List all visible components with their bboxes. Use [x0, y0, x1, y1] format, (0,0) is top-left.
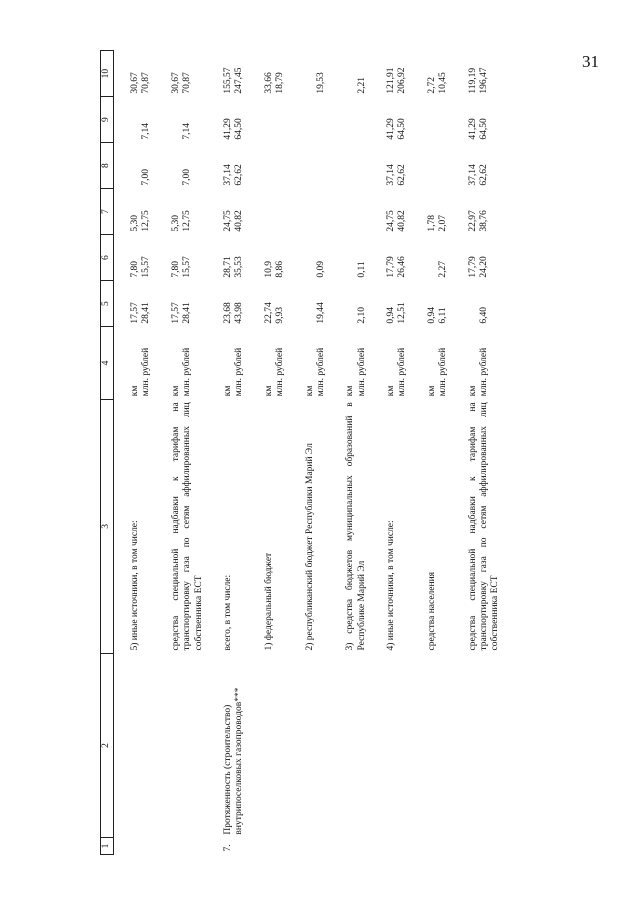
row-number-cell	[155, 838, 207, 855]
value-v7-rub	[357, 192, 368, 232]
value-v7-rub	[316, 192, 327, 232]
row-number-cell	[370, 838, 411, 855]
value-v8-km	[427, 146, 438, 186]
value-v9-km: 41,29	[467, 118, 478, 140]
value-cell-v8	[207, 143, 248, 189]
value-cell-v6	[411, 235, 452, 281]
source-cell: средства специальной надбавки к тарифам на транспортировку газа по сетям аффилированных лиц собственника ЕСТ	[467, 402, 501, 651]
row-number-cell: 7.	[222, 844, 233, 852]
value-cell-v9	[207, 97, 248, 143]
value-v8-km: 37,14	[222, 164, 233, 186]
value-v6-rub: 15,57	[182, 256, 193, 278]
value-cell-v10	[248, 51, 289, 97]
value-cell-v5	[370, 281, 411, 327]
col-header-7: 7	[101, 189, 114, 235]
value-v7-rub: 40,82	[234, 210, 245, 232]
value-v7-km: 5,30	[170, 214, 181, 232]
value-v7-km: 22,97	[467, 210, 478, 232]
value-v8-km: 37,14	[386, 164, 397, 186]
unit-label: км	[345, 385, 356, 397]
value-cell-v10	[411, 51, 452, 97]
value-cell-v8	[114, 143, 155, 189]
value-v7-km	[345, 192, 356, 232]
value-cell-v8	[155, 143, 207, 189]
value-cell-v9	[248, 97, 289, 143]
unit-label: млн. рублей	[141, 347, 152, 397]
value-v6-rub: 24,20	[479, 256, 490, 278]
value-cell-v8	[248, 143, 289, 189]
value-v7-rub	[275, 192, 286, 232]
value-cell-v7	[207, 189, 248, 235]
value-v8-rub: 62,62	[234, 164, 245, 186]
value-v9-km: 41,29	[386, 118, 397, 140]
value-v7-km: 5,30	[130, 214, 140, 232]
unit-cell	[411, 327, 452, 400]
unit-cell	[207, 327, 248, 400]
value-v5-km: 22,74	[263, 302, 274, 324]
indicator-cell	[411, 654, 452, 838]
value-v7-km: 24,75	[386, 210, 397, 232]
unit-cell	[452, 327, 504, 400]
program-table	[100, 50, 504, 855]
source-cell: 2) республиканский бюджет Республики Марий Эл	[304, 443, 315, 651]
row-number-cell	[329, 838, 370, 855]
value-cell-v10	[452, 51, 504, 97]
table-row	[207, 51, 248, 855]
rotated-table-stage	[100, 50, 630, 855]
value-v6-km: 10,9	[263, 260, 274, 278]
table-row	[248, 51, 289, 855]
value-v10-km	[345, 54, 356, 94]
value-v6-km	[345, 238, 356, 278]
value-cell-v7	[289, 189, 330, 235]
row-number-cell	[452, 838, 504, 855]
value-cell-v7	[411, 189, 452, 235]
value-cell-v9	[329, 97, 370, 143]
value-cell-v9	[155, 97, 207, 143]
value-v6-rub: 8,86	[275, 260, 286, 278]
value-v7-rub: 12,75	[141, 210, 152, 232]
unit-label: млн. рублей	[397, 347, 408, 397]
value-cell-v6	[452, 235, 504, 281]
value-cell-v5	[411, 281, 452, 327]
value-cell-v10	[370, 51, 411, 97]
unit-cell	[329, 327, 370, 400]
value-v5-rub: 19,44	[315, 302, 326, 324]
value-cell-v6	[370, 235, 411, 281]
value-v8-rub	[275, 146, 286, 186]
row-number-cell	[248, 838, 289, 855]
value-v6-rub: 0,09	[315, 260, 326, 278]
value-cell-v6	[248, 235, 289, 281]
unit-label: млн. рублей	[275, 347, 286, 397]
value-v6-km: 28,71	[222, 256, 233, 278]
value-cell-v9	[289, 97, 330, 143]
value-cell-v5	[207, 281, 248, 327]
col-header-8: 8	[101, 143, 114, 189]
table-row	[452, 51, 504, 855]
value-v5-km	[468, 284, 479, 324]
value-v5-rub: 2,10	[356, 306, 367, 324]
col-header-6: 6	[101, 235, 114, 281]
unit-label: км	[263, 385, 274, 397]
value-cell-v9	[114, 97, 155, 143]
value-v9-rub	[275, 100, 286, 140]
value-v10-km: 33,66	[263, 72, 274, 94]
table-row	[114, 51, 155, 855]
col-header-3: 3	[101, 399, 114, 653]
value-v9-km	[345, 100, 356, 140]
value-cell-v10	[289, 51, 330, 97]
value-v5-km: 0,94	[426, 306, 437, 324]
value-v9-km	[130, 100, 141, 140]
source-cell: 1) федеральный бюджет	[263, 552, 274, 651]
value-v8-rub: 62,62	[479, 164, 490, 186]
value-v9-rub	[357, 100, 368, 140]
header-row	[101, 51, 114, 855]
table-row	[411, 51, 452, 855]
value-cell-v6	[289, 235, 330, 281]
unit-label: млн. рублей	[438, 347, 449, 397]
value-v8-km	[130, 146, 141, 186]
indicator-cell	[452, 654, 504, 838]
value-cell-v7	[155, 189, 207, 235]
value-v6-rub: 0,11	[356, 261, 367, 278]
value-v5-rub: 43,98	[234, 302, 245, 324]
source-cell: 4) иные источники, в том числе:	[386, 520, 397, 651]
value-v8-rub	[316, 146, 327, 186]
value-v10-rub: 70,87	[141, 72, 152, 94]
source-cell: 5) иные источники, в том числе:	[130, 520, 140, 651]
unit-cell	[248, 327, 289, 400]
value-cell-v8	[452, 143, 504, 189]
col-header-5: 5	[101, 281, 114, 327]
col-header-2: 2	[101, 654, 114, 838]
value-cell-v5	[329, 281, 370, 327]
row-number-cell	[114, 838, 155, 855]
value-cell-v7	[329, 189, 370, 235]
value-cell-v8	[329, 143, 370, 189]
unit-label: млн. рублей	[315, 347, 326, 397]
value-v7-rub: 2,07	[438, 214, 449, 232]
unit-label: км	[426, 385, 437, 397]
table-row	[289, 51, 330, 855]
value-v8-rub: 7,00	[141, 168, 152, 186]
row-number-cell	[411, 838, 452, 855]
value-v9-km	[427, 100, 438, 140]
value-cell-v10	[155, 51, 207, 97]
value-v8-rub	[357, 146, 368, 186]
col-header-9: 9	[101, 97, 114, 143]
table-row	[329, 51, 370, 855]
value-v7-rub: 38,76	[479, 210, 490, 232]
value-v10-rub: 247,45	[234, 67, 245, 94]
col-header-1: 1	[101, 838, 114, 855]
value-v7-km	[264, 192, 275, 232]
value-cell-v5	[114, 281, 155, 327]
value-v9-rub: 7,14	[141, 122, 152, 140]
value-cell-v8	[289, 143, 330, 189]
value-v9-rub: 64,50	[234, 118, 245, 140]
value-v5-km: 0,94	[386, 306, 397, 324]
value-v5-rub: 9,93	[275, 306, 286, 324]
value-v8-rub: 62,62	[397, 164, 408, 186]
value-v7-km	[305, 192, 316, 232]
value-cell-v6	[155, 235, 207, 281]
value-cell-v7	[114, 189, 155, 235]
table-row	[370, 51, 411, 855]
page-number: 31	[582, 52, 599, 71]
unit-cell	[370, 327, 411, 400]
value-cell-v6	[329, 235, 370, 281]
unit-label: км	[386, 385, 397, 397]
value-v6-rub: 26,46	[397, 256, 408, 278]
value-v7-km: 24,75	[222, 210, 233, 232]
value-v9-rub: 7,14	[182, 122, 193, 140]
value-v10-km: 30,67	[130, 72, 140, 94]
col-header-10: 10	[101, 51, 114, 97]
unit-cell	[289, 327, 330, 400]
value-cell-v9	[411, 97, 452, 143]
value-v8-km: 37,14	[467, 164, 478, 186]
value-v9-km	[264, 100, 275, 140]
value-v10-rub: 18,79	[275, 72, 286, 94]
value-cell-v5	[155, 281, 207, 327]
value-v8-rub	[438, 146, 449, 186]
value-v5-rub: 12,51	[397, 302, 408, 324]
indicator-cell	[289, 654, 330, 838]
value-cell-v8	[370, 143, 411, 189]
value-v8-km	[305, 146, 316, 186]
unit-label: км	[304, 385, 315, 397]
unit-label: млн. рублей	[479, 347, 490, 397]
value-cell-v10	[207, 51, 248, 97]
value-v5-km	[305, 284, 316, 324]
value-v6-rub: 2,27	[438, 260, 449, 278]
indicator-cell	[114, 654, 155, 838]
value-v7-km: 1,78	[426, 214, 437, 232]
value-v5-km	[345, 284, 356, 324]
value-cell-v7	[248, 189, 289, 235]
value-v5-rub: 6,40	[479, 306, 490, 324]
value-v6-km: 17,79	[386, 256, 397, 278]
value-v8-km	[171, 146, 182, 186]
value-cell-v10	[329, 51, 370, 97]
value-cell-v7	[370, 189, 411, 235]
unit-label: км	[467, 385, 478, 397]
value-v8-km	[345, 146, 356, 186]
value-v9-rub: 64,50	[479, 118, 490, 140]
value-v6-km: 17,79	[467, 256, 478, 278]
value-v10-rub: 19,53	[315, 72, 326, 94]
value-v10-rub: 196,47	[479, 67, 490, 94]
indicator-cell	[248, 654, 289, 838]
value-cell-v5	[452, 281, 504, 327]
value-v9-rub	[316, 100, 327, 140]
unit-cell	[114, 327, 155, 400]
source-cell: 3) средства бюджетов муниципальных образований в Республике Марий Эл	[345, 402, 367, 651]
value-v10-rub: 70,87	[182, 72, 193, 94]
indicator-cell	[155, 654, 207, 838]
value-cell-v9	[370, 97, 411, 143]
value-cell-v5	[248, 281, 289, 327]
value-v5-km: 17,57	[170, 302, 181, 324]
source-cell: средства населения	[426, 571, 437, 651]
value-v5-km: 23,68	[222, 302, 233, 324]
value-v9-rub	[438, 100, 449, 140]
value-v8-rub: 7,00	[182, 168, 193, 186]
value-cell-v7	[452, 189, 504, 235]
rotated-table	[100, 50, 630, 855]
value-v6-km	[305, 238, 316, 278]
value-v10-km	[305, 54, 316, 94]
value-v5-rub: 6,11	[438, 307, 449, 324]
indicator-cell: Протяженность (строительство) внутрипоселковых газопроводов***	[222, 687, 245, 835]
value-v10-km: 2,72	[426, 76, 437, 94]
unit-label: км	[170, 385, 181, 397]
value-v10-rub: 206,92	[397, 67, 408, 94]
value-v9-rub: 64,50	[397, 118, 408, 140]
value-v5-rub: 28,41	[141, 302, 152, 324]
value-v10-km: 30,67	[170, 72, 181, 94]
row-number-cell	[289, 838, 330, 855]
value-v10-km: 119,19	[467, 67, 478, 94]
table-row	[155, 51, 207, 855]
value-v9-km: 41,29	[222, 118, 233, 140]
source-cell: всего, в том числе:	[222, 574, 233, 651]
value-v5-rub: 28,41	[182, 302, 193, 324]
value-v9-km	[171, 100, 182, 140]
value-v6-km	[427, 238, 438, 278]
value-v7-rub: 40,82	[397, 210, 408, 232]
unit-label: млн. рублей	[356, 347, 367, 397]
unit-label: км	[130, 385, 140, 397]
source-cell: средства специальной надбавки к тарифам на транспортировку газа по сетям аффилированных лиц собственника ЕСТ	[170, 402, 204, 651]
value-cell-v9	[452, 97, 504, 143]
value-v6-km: 7,80	[130, 260, 140, 278]
col-header-4: 4	[101, 327, 114, 400]
indicator-cell	[329, 654, 370, 838]
unit-label: млн. рублей	[234, 347, 245, 397]
value-v6-km: 7,80	[170, 260, 181, 278]
value-v6-rub: 35,53	[234, 256, 245, 278]
value-v6-rub: 15,57	[141, 256, 152, 278]
indicator-cell	[370, 654, 411, 838]
value-v8-km	[264, 146, 275, 186]
value-v9-km	[305, 100, 316, 140]
value-v7-rub: 12,75	[182, 210, 193, 232]
value-cell-v5	[289, 281, 330, 327]
value-v10-km: 121,91	[386, 67, 397, 94]
unit-label: млн. рублей	[182, 347, 193, 397]
value-v10-km: 155,57	[222, 67, 233, 94]
unit-cell	[155, 327, 207, 400]
value-v10-rub: 2,21	[356, 76, 367, 94]
value-cell-v6	[114, 235, 155, 281]
value-cell-v6	[207, 235, 248, 281]
value-cell-v8	[411, 143, 452, 189]
unit-label: км	[222, 385, 233, 397]
value-cell-v10	[114, 51, 155, 97]
value-v10-rub: 10,45	[438, 72, 449, 94]
value-v5-km: 17,57	[130, 302, 140, 324]
